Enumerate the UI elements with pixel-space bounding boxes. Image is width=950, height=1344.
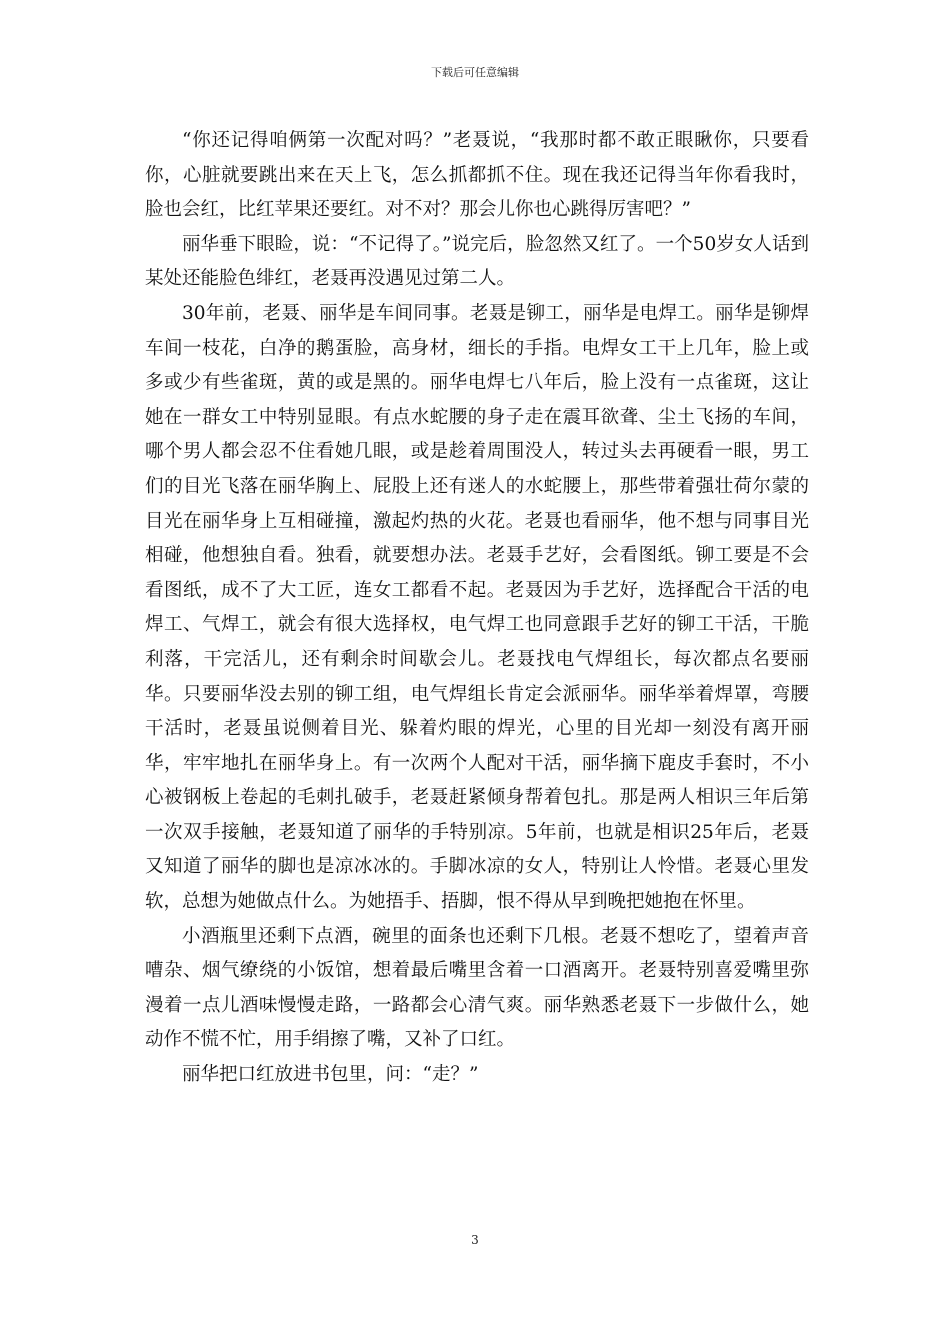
paragraph-1: “你还记得咱俩第一次配对吗？”老聂说，“我那时都不敢正眼瞅你，只要看你，心脏就要跳出来在天上飞，怎么抓都抓不住。现在我还记得当年你看我时，脸也会红，比红苹果还要红。对不对？那会儿你也心跳得厉害吧？” bbox=[145, 130, 809, 221]
paragraph-4: 小酒瓶里还剩下点酒，碗里的面条也还剩下几根。老聂不想吃了，望着声音嘈杂、烟气缭绕的小饭馆，想着最后嘴里含着一口酒离开。老聂特别喜爱嘴里弥漫着一点儿酒味慢慢走路，一路都会心清气爽。丽华熟悉老聂下一步做什么，她动作不慌不忙，用手绢擦了嘴，又补了口红。 bbox=[145, 925, 809, 1051]
page-header: 下载后可任意编辑 bbox=[431, 66, 519, 79]
paragraph-2: 丽华垂下眼睑，说：“不记得了。”说完后，脸忽然又红了。一个50岁女人话到某处还能脸色绯红，老聂再没遇见过第二人。 bbox=[145, 233, 809, 290]
paragraph-3: 30年前，老聂、丽华是车间同事。老聂是铆工，丽华是电焊工。丽华是铆焊车间一枝花，白净的鹅蛋脸，高身材，细长的手指。电焊女工干上几年，脸上或多或少有些雀斑，黄的或是黑的。丽华电焊七八年后，脸上没有一点雀斑，这让她在一群女工中特别显眼。有点水蛇腰的身子走在震耳欲聋、尘土飞扬的车间，哪个男人都会忍不住看她几眼，或是趁着周围没人，转过头去再硬看一眼，男工们的目光飞落在丽华胸上、屁股上还有迷人的水蛇腰上，那些带着强壮荷尔蒙的目光在丽华身上互相碰撞，激起灼热的火花。老聂也看丽华，他不想与同事目光相碰，他想独自看。独看，就要想办法。老聂手艺好，会看图纸。铆工要是不会看图纸，成不了大工匠，连女工都看不起。老聂因为手艺好，选择配合干活的电焊工、气焊工，就会有很大选择权，电气焊工也同意跟手艺好的铆工干活，干脆利落，干完活儿，还有剩余时间歇会儿。老聂找电气焊组长，每次都点名要丽华。只要丽华没去别的铆工组，电气焊组长肯定会派丽华。丽华举着焊罩，弯腰干活时，老聂虽说侧着目光、躲着灼眼的焊光，心里的目光却一刻没有离开丽华，牢牢地扎在丽华身上。有一次两个人配对干活，丽华摘下鹿皮手套时，不小心被钢板上卷起的毛刺扎破手，老聂赶紧倾身帮着包扎。那是两人相识三年后第一次双手接触，老聂知道了丽华的手特别凉。5年前，也就是相识25年后，老聂又知道了丽华的脚也是凉冰冰的。手脚冰凉的女人，特别让人怜惜。老聂心里发软，总想为她做点什么。为她捂手、捂脚，恨不得从早到晚把她抱在怀里。 bbox=[145, 302, 809, 913]
document-body bbox=[145, 124, 809, 1093]
paragraph-5: 丽华把口红放进书包里，问：“走？” bbox=[182, 1064, 479, 1086]
page-number: 3 bbox=[471, 1233, 479, 1247]
